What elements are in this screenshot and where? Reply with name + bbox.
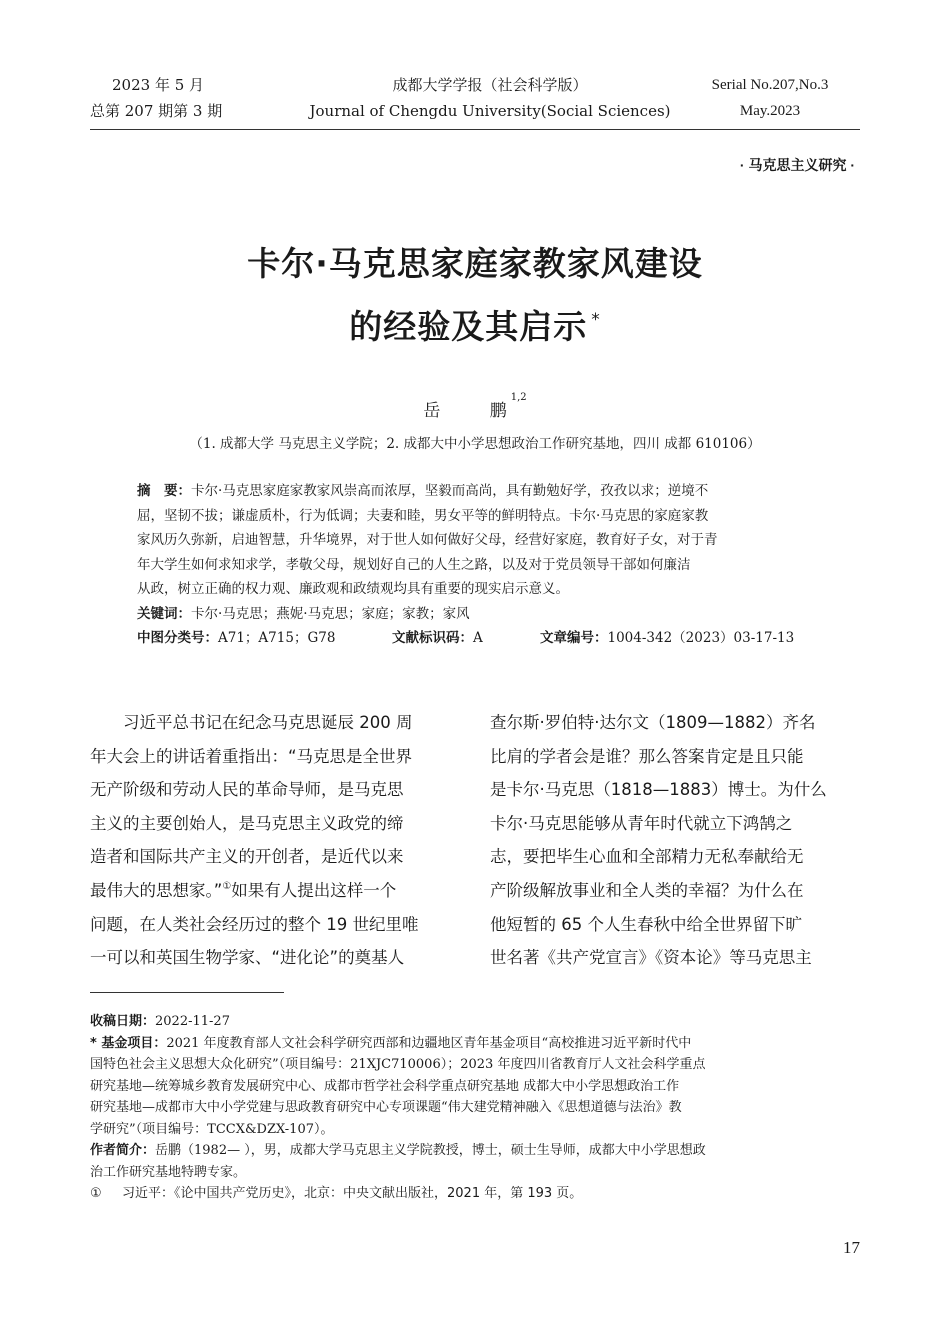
abstract-line: 屈，坚韧不拔；谦虚质朴，行为低调；夫妻和睦，男女平等的鲜明特点。卡尔·马克思的家庭家教 <box>137 507 709 524</box>
header-month-year: May.2023 <box>739 103 801 119</box>
author-bio-line: 治工作研究基地特聘专家。 <box>90 1164 247 1180</box>
fund-text: 2021 年度教育部人文社会科学研究西部和边疆地区青年基金项目“高校推进习近平新时代中 <box>166 1035 692 1051</box>
article-number <box>540 626 794 651</box>
header-serial <box>680 72 860 124</box>
keywords-text: 卡尔·马克思；燕妮·马克思；家庭；家教；家风 <box>191 605 470 622</box>
body-line: 查尔斯·罗伯特·达尔文（1809—1882）齐名 <box>490 713 816 732</box>
column-tag: · 马克思主义研究 · <box>739 157 855 173</box>
title-line-2 <box>0 295 950 358</box>
footnote-1 <box>90 1183 860 1205</box>
body-line: 无产阶级和劳动人民的革命导师，是马克思 <box>90 780 404 800</box>
running-header <box>90 72 860 132</box>
footnote-1-text: 习近平：《论中国共产党历史》，北京：中央文献出版社，2021 年，第 193 页。 <box>122 1186 583 1201</box>
fund-line: 研究基地—成都市大中小学党建与思政教育研究中心专项课题“伟大建党精神融入《思想道德与法治》教 <box>90 1100 682 1115</box>
abstract-line: 从政，树立正确的权力观、廉政观和政绩观均具有重要的现实启示意义。 <box>137 581 569 597</box>
body-line: 志，要把毕生心血和全部精力无私奉献给无 <box>490 847 804 867</box>
body-line: 比肩的学者会是谁？那么答案肯定是且只能 <box>490 746 804 766</box>
header-journal-name <box>290 72 690 124</box>
body-line: 年大会上的讲话着重指出：“马克思是全世界 <box>90 746 413 766</box>
keywords <box>137 602 813 627</box>
abstract-label: 摘 要： <box>137 483 191 499</box>
body-line: 他短暂的 65 个人生春秋中给全世界留下旷 <box>490 914 802 934</box>
body-line: 习近平总书记在纪念马克思诞辰 200 周 <box>90 713 413 732</box>
header-rule <box>90 129 860 130</box>
header-serial-number: Serial No.207,No.3 <box>711 77 829 93</box>
body-line: 造者和国际共产主义的开创者，是近代以来 <box>90 847 404 867</box>
body-line: 主义的主要创始人，是马克思主义政党的缔 <box>90 813 404 833</box>
article-title <box>0 232 950 358</box>
document-code <box>392 626 540 651</box>
title-line-1: 卡尔·马克思家庭家教家风建设 <box>247 244 703 283</box>
abstract-block <box>137 479 813 651</box>
header-journal-en: Journal of Chengdu University(Social Sciences) <box>309 102 671 120</box>
article-number-label: 文章编号： <box>540 630 608 646</box>
document-code-value: A <box>473 630 483 646</box>
received-value: 2022-11-27 <box>155 1014 230 1029</box>
fund-label: * 基金项目： <box>90 1035 167 1051</box>
author-bio-line <box>90 1140 860 1162</box>
fund-line: 国特色社会主义思想大众化研究”（项目编号：21XJC710006）；2023 年度四川省教育厅人文社会科学重点 <box>90 1057 706 1072</box>
fund-line <box>90 1033 860 1055</box>
author-name: 岳 鹏 <box>423 401 529 421</box>
body-line: 世名著《共产党宣言》《资本论》等马克思主 <box>490 948 812 968</box>
body-text: 如果有人提出这样一个 <box>231 880 397 900</box>
author-bio-text: 岳鹏（1982— ），男，成都大学马克思主义学院教授，博士，硕士生导师，成都大中小学思想政 <box>155 1143 706 1158</box>
classification-line <box>137 626 813 651</box>
body-line: 卡尔·马克思能够从青年时代就立下鸿鹄之 <box>490 813 793 833</box>
author-affiliation-marks: 1,2 <box>510 392 527 403</box>
abstract-text: 卡尔·马克思家庭家教家风崇高而浓厚，坚毅而高尚，具有勤勉好学，孜孜以求；逆境不 <box>191 483 709 499</box>
body-line: 是卡尔·马克思（1818—1883）博士。为什么 <box>490 780 827 800</box>
title-footnote-marker: * <box>591 310 601 330</box>
abstract-line: 年大学生如何求知求学，孝敬父母，规划好自己的人生之路，以及对于党员领导干部如何廉洁 <box>137 556 691 573</box>
body-line: 问题，在人类社会经历过的整个 19 世纪里唯 <box>90 914 419 934</box>
footnote-reference[interactable]: ① <box>222 880 232 892</box>
body-line <box>90 874 460 908</box>
footnote-1-mark: ① <box>90 1186 102 1201</box>
body-line: 产阶级解放事业和全人类的幸福？为什么在 <box>490 880 804 900</box>
clc-number <box>137 626 392 651</box>
header-date: 2023 年 5 月 <box>112 76 205 94</box>
document-code-label: 文献标识码： <box>392 630 473 646</box>
title-line-2-text: 的经验及其启示 <box>349 307 588 346</box>
header-issue-number: 总第 207 期第 3 期 <box>90 102 223 120</box>
author-bio-label: 作者简介： <box>90 1143 156 1158</box>
keywords-label: 关键词： <box>137 605 191 622</box>
header-journal-cn: 成都大学学报（社会科学版） <box>392 76 588 94</box>
fund-line: 研究基地—统筹城乡教育发展研究中心、成都市哲学社会科学重点研究基地 成都大中小学思想政治工作 <box>90 1078 680 1094</box>
clc-label: 中图分类号： <box>137 630 218 646</box>
page-number: 17 <box>843 1238 860 1257</box>
abstract-line <box>137 479 813 504</box>
footnotes <box>90 1011 860 1205</box>
clc-value: A71；A715；G78 <box>218 630 336 646</box>
received-label: 收稿日期： <box>90 1014 156 1029</box>
received-date <box>90 1011 860 1033</box>
author-affiliation: （1. 成都大学 马克思主义学院；2. 成都大中小学思想政治工作研究基地，四川 成都 610106） <box>189 436 761 452</box>
body-line: 一可以和英国生物学家、“进化论”的奠基人 <box>90 948 405 968</box>
body-column-left <box>90 706 460 975</box>
header-issue-date <box>90 72 290 124</box>
fund-line: 学研究”（项目编号：TCCX&DZX-107）。 <box>90 1121 334 1137</box>
footnote-rule <box>90 992 284 993</box>
article-number-value: 1004-342（2023）03-17-13 <box>607 630 795 646</box>
body-text: 最伟大的思想家。” <box>90 880 223 900</box>
abstract-line: 家风历久弥新，启迪智慧，升华境界，对于世人如何做好父母，经营好家庭，教育好子女，对于青 <box>137 532 718 548</box>
body-column-right <box>490 706 860 975</box>
author-line <box>0 392 950 421</box>
